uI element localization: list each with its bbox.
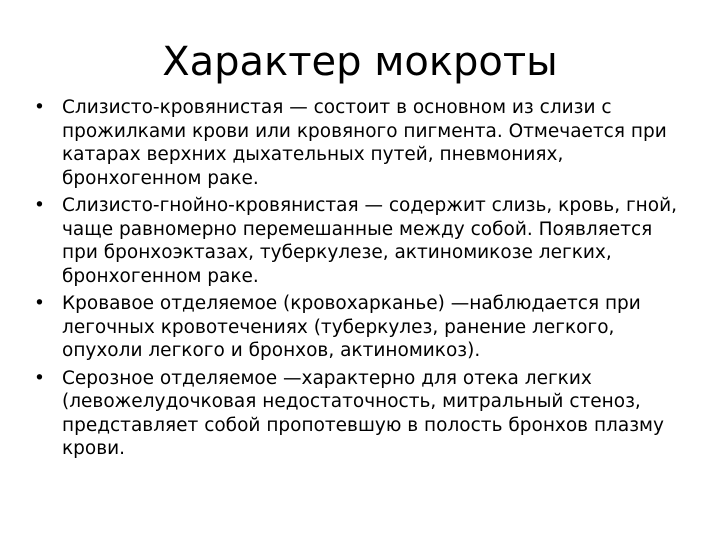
- bullet-marker: •: [34, 293, 45, 314]
- slide-title: Характер мокроты: [162, 39, 558, 85]
- bullet-list: [34, 96, 684, 465]
- bullet-text: Слизисто-кровянистая — состоит в основном из слизи с прожилками крови или кровяного пигмента. Отмечается при катарах верхних дыхательных путей, пневмониях, бронхогенном раке.: [62, 97, 667, 189]
- list-item: [34, 194, 684, 288]
- bullet-text: Серозное отделяемое —характерно для отека легких (левожелудочковая недостаточность, митральный стеноз, представляет собой пропотевшую в полость бронхов плазму крови.: [62, 367, 664, 459]
- bullet-text: Кровавое отделяемое (кровохарканье) —наблюдается при легочных кровотечениях (туберкулез, ранение легкого, опухоли легкого и бронхов, актиномикоз).: [62, 293, 641, 361]
- bullet-marker: •: [34, 367, 45, 389]
- bullet-text: Слизисто-гнойно-кровянистая — содержит слизь, кровь, гной, чаще равномерно перемешанные между собой. Появляется при бронхоэктазах, туберкулезе, актиномикозе легких, бронхогенном раке.: [62, 195, 677, 287]
- list-item: [34, 292, 684, 363]
- list-item: [34, 367, 684, 461]
- bullet-marker: •: [34, 195, 45, 216]
- list-item: [34, 96, 684, 190]
- bullet-marker: •: [34, 97, 45, 118]
